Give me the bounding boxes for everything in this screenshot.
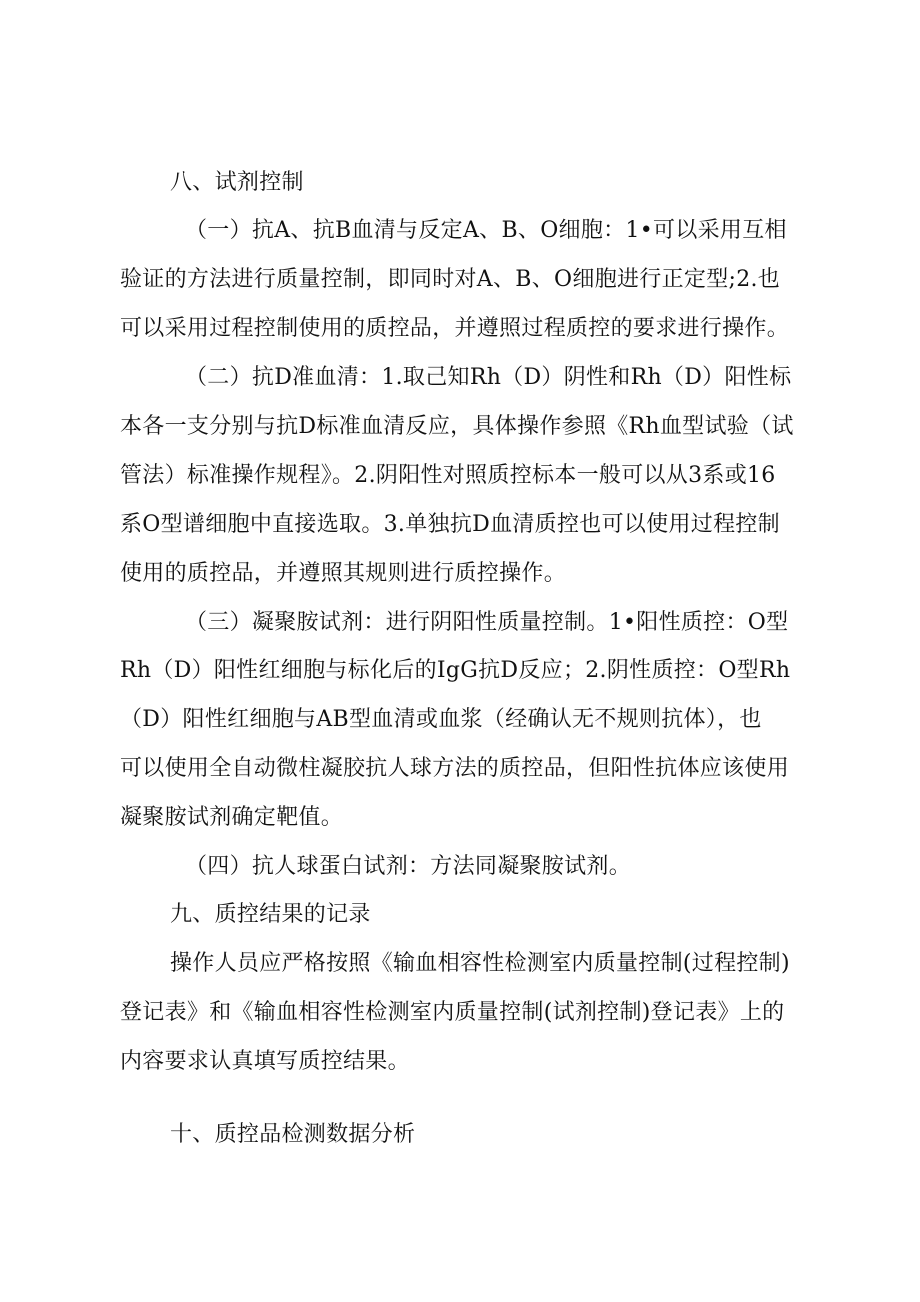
- paragraph-line: 可以采用过程控制使用的质控品，并遵照过程质控的要求进行操作。: [120, 316, 790, 341]
- paragraph-line: （二）抗D准血清：1.取己知Rh（D）阴性和Rh（D）阳性标: [185, 365, 792, 390]
- paragraph-line: 使用的质控品，并遵照其规则进行质控操作。: [120, 561, 567, 586]
- paragraph-line: Rh（D）阳性红细胞与标化后的IgG抗D反应；2.阴性质控：O型Rh: [120, 658, 791, 683]
- section-heading-reagent-control: 八、试剂控制: [170, 170, 304, 195]
- paragraph-line: 验证的方法进行质量控制，即同时对A、B、O细胞进行正定型;2.也: [120, 267, 781, 292]
- paragraph-line: 本各一支分别与抗D标准血清反应，具体操作参照《Rh血型试验（试: [120, 414, 794, 439]
- paragraph-line: （一）抗A、抗B血清与反定A、B、O细胞：1•可以采用互相: [185, 218, 787, 243]
- paragraph-line: 内容要求认真填写质控结果。: [120, 1049, 410, 1074]
- paragraph-line: 系O型谱细胞中直接选取。3.单独抗D血清质控也可以使用过程控制: [120, 512, 780, 537]
- paragraph-line: （D）阳性红细胞与AB型血清或血浆（经确认无不规则抗体），也: [120, 707, 762, 732]
- paragraph-line: 管法）标准操作规程》。2.阴阳性对照质控标本一般可以从3系或16: [120, 463, 776, 488]
- section-heading-qc-data-analysis: 十、质控品检测数据分析: [170, 1122, 416, 1147]
- paragraph-line: 可以使用全自动微柱凝胶抗人球方法的质控品，但阳性抗体应该使用: [120, 756, 790, 781]
- paragraph-line: （三）凝聚胺试剂：进行阴阳性质量控制。1•阳性质控：O型: [185, 610, 789, 635]
- paragraph-line: 凝聚胺试剂确定靶值。: [120, 805, 344, 830]
- section-heading-qc-record: 九、质控结果的记录: [170, 902, 371, 927]
- paragraph-line: （四）抗人球蛋白试剂：方法同凝聚胺试剂。: [185, 854, 632, 879]
- paragraph-line: 登记表》和《输血相容性检测室内质量控制(试剂控制)登记表》上的: [120, 1000, 785, 1025]
- paragraph-line: 操作人员应严格按照《输血相容性检测室内质量控制(过程控制): [170, 951, 790, 976]
